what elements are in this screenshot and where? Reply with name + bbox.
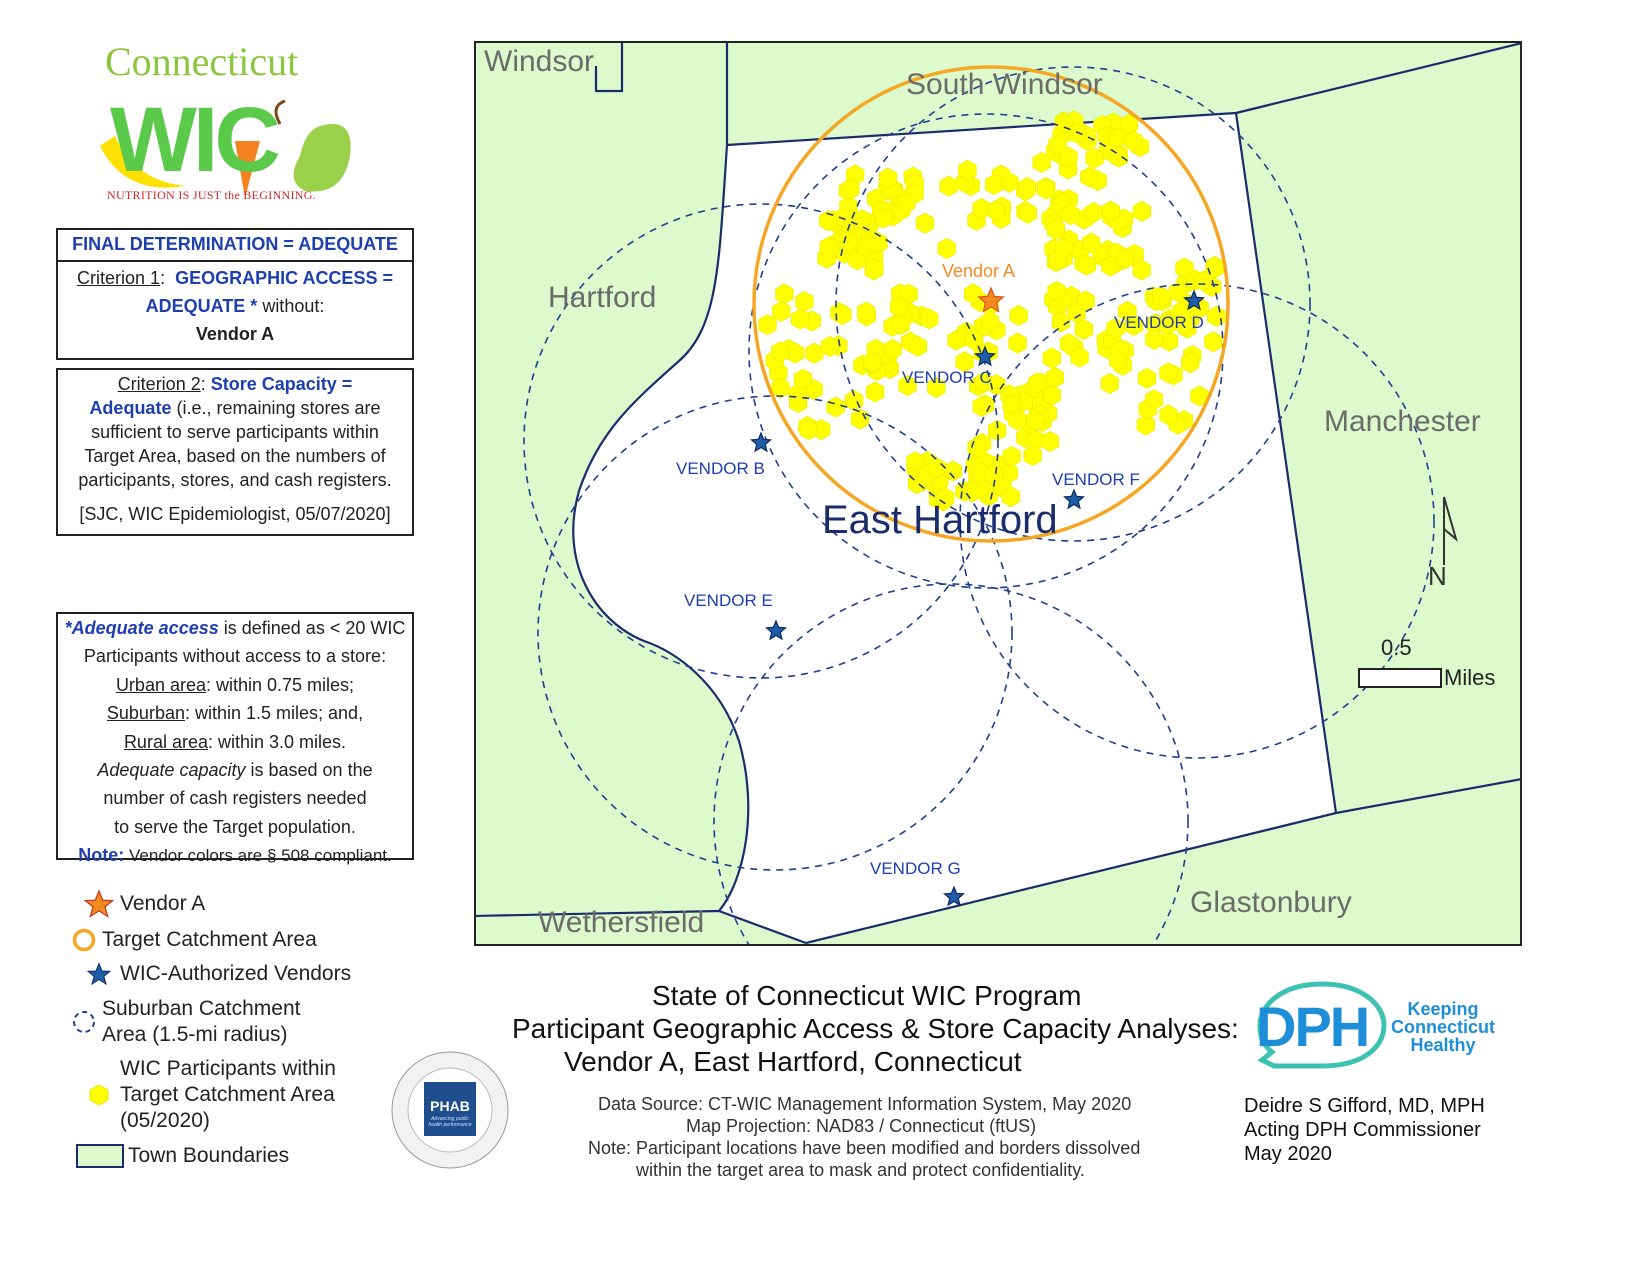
participant-hexagon [909,336,926,356]
participant-hexagon [1102,201,1119,221]
participant-hexagon [1043,348,1060,368]
criterion2-text1: (i.e., remaining stores are [171,398,381,418]
commissioner-date: May 2020 [1244,1143,1332,1165]
note-label: Note: [78,845,125,866]
participant-hexagon [1160,363,1177,383]
town-swatch-icon [76,1144,124,1168]
participant-hexagon [1110,351,1127,371]
participant-hexagon [776,284,793,304]
participant-hexagon [1048,281,1065,301]
blue-star-icon [87,962,111,986]
participant-hexagon [1078,255,1095,275]
boundary-windsor [596,41,622,91]
phab-sub: Advancing public health performance [428,1116,472,1128]
participant-hexagon [851,409,868,429]
source-line4: within the target area to mask and protect confidentiality. [636,1160,1085,1180]
participant-hexagon [1085,203,1102,223]
participant-hexagon [892,315,909,335]
participant-hexagon [921,309,938,329]
legend-authorized-label: WIC-Authorized Vendors [120,962,352,985]
legend-participants-line3: (05/2020) [120,1109,210,1132]
legend-towns-label: Town Boundaries [128,1144,290,1167]
criterion2-box [56,368,414,536]
legend-suburban-line2: Area (1.5-mi radius) [102,1023,288,1046]
participant-hexagon [1101,374,1118,394]
participant-hexagon [791,309,808,329]
participant-hexagon [772,378,789,398]
determination-header: FINAL DETERMINATION = ADEQUATE [58,230,412,262]
town-label-south-windsor: South Windsor [906,68,1103,101]
logo-tagline: NUTRITION IS JUST the BEGINNING. [107,188,317,202]
participant-hexagon [1160,405,1177,425]
urban-label: Urban area [115,674,206,695]
dph-slogan-line3: Healthy [1410,1035,1476,1055]
participant-hexagon [1046,367,1063,387]
criterion1-colon: : [160,268,166,288]
participant-hexagon [1027,410,1044,430]
participant-hexagon [1029,373,1046,393]
participant-hexagon [1019,203,1036,223]
town-label-windsor: Windsor [484,45,595,78]
participant-hexagon [898,193,915,213]
participant-hexagon [1003,446,1020,466]
participant-hexagon [938,239,955,259]
participant-hexagon [1071,347,1088,367]
participant-hexagon [1041,432,1058,452]
participant-hexagon [773,301,790,321]
participant-hexagon [1125,131,1142,151]
criterion1-without: without: [257,296,325,316]
criterion1-vendor: Vendor A [195,324,275,344]
legend-target-area-label: Target Catchment Area [102,928,317,951]
vendor-label-g: VENDOR G [870,859,961,878]
criterion2-text2: sufficient to serve participants within [91,422,379,442]
final-determination-box [56,228,414,360]
participant-hexagon [944,461,961,481]
participant-hexagon [827,397,844,417]
participant-hexagon [1208,306,1225,326]
participant-hexagon [794,369,811,389]
participant-hexagon [1038,179,1055,199]
participant-hexagon [1075,319,1092,339]
map-frame [474,41,1522,946]
participant-hexagon [864,352,881,372]
vendor-label-a: Vendor A [942,261,1016,281]
participant-hexagon [981,312,998,332]
participant-hexagon [1133,201,1150,221]
legend-target-area [66,924,317,956]
participant-hexagon [1182,353,1199,373]
dph-slogan [1388,1000,1498,1054]
dph-slogan-line1: Keeping [1407,999,1479,1019]
yellow-hexagon-icon [87,1083,111,1107]
participant-hexagon [1062,205,1079,225]
legend-participants-line2: Target Catchment Area [120,1083,335,1106]
title-line1: State of Connecticut WIC Program [652,980,1082,1011]
participant-hexagon [796,292,813,312]
boundary-manchester-north [1236,43,1522,113]
capacity-line2: number of cash registers needed [103,788,367,809]
legend-vendor-a-label: Vendor A [120,892,206,915]
participant-hexagon [1068,123,1085,143]
vendor-label-f: VENDOR F [1052,470,1140,489]
participant-hexagon [884,340,901,360]
criterion2-text4: participants, stores, and cash registers. [78,470,392,490]
capacity-line1: is based on the [245,760,373,781]
participant-hexagon [806,343,823,363]
participant-hexagon [890,297,907,317]
participant-hexagon [1205,332,1222,352]
vendor-label-c: VENDOR C [902,368,992,387]
participant-hexagon [916,213,933,233]
criterion1-value2: ADEQUATE * [145,296,258,316]
participant-hexagon [1133,260,1150,280]
criterion2-text3: Target Area, based on the numbers of [84,446,386,466]
ct-wic-logo [95,38,365,208]
scale-unit: Miles [1444,665,1496,690]
vendor-label-d: VENDOR D [1114,313,1204,332]
participant-hexagon [928,458,945,478]
participant-hexagon [965,284,982,304]
dph-slogan-line2: Connecticut [1390,1017,1495,1037]
participant-hexagon [1081,167,1098,187]
participant-hexagon [973,396,990,416]
vendor-label-b: VENDOR B [676,459,765,478]
commissioner-name: Deidre S Gifford, MD, MPH [1244,1095,1485,1117]
map-canvas [474,41,1522,946]
source-line2: Map Projection: NAD83 / Connecticut (ftUS) [686,1116,1037,1136]
town-label-glastonbury: Glastonbury [1190,886,1352,919]
participant-hexagon [959,160,976,180]
participant-hexagon [986,175,1003,195]
capacity-term: Adequate capacity [97,760,246,781]
participant-hexagon [1060,147,1077,167]
legend-suburban-line1: Suburban Catchment [102,997,301,1020]
definition-line1: is defined as < 20 WIC [218,618,406,638]
north-label: N [1428,561,1447,591]
title-line3: Vendor A, East Hartford, Connecticut [564,1046,1022,1077]
criterion1-value: GEOGRAPHIC ACCESS = [175,268,393,288]
participant-hexagon [968,438,985,458]
urban-value: : within 0.75 miles; [206,674,355,695]
dph-logo [1252,980,1502,1070]
commissioner-role: Acting DPH Commissioner [1244,1119,1481,1141]
source-line3: Note: Participant locations have been modified and borders dissolved [588,1138,1141,1158]
definition-box [56,612,414,866]
town-label-manchester: Manchester [1324,405,1481,438]
participant-hexagon [866,258,883,278]
participant-hexagon [1109,128,1126,148]
town-label-hartford: Hartford [548,281,657,314]
definition-term: *Adequate access [64,618,219,638]
suburban-value: : within 1.5 miles; and, [184,703,364,724]
participant-hexagon [800,420,817,440]
participant-hexagon [857,302,874,322]
criterion2-value: Store Capacity = [210,374,353,394]
scale-bar [1358,668,1442,688]
participant-hexagon [940,176,957,196]
orange-ring-icon [71,927,97,953]
logo-connecticut-text: Connecticut [105,39,299,84]
participant-hexagon [1116,249,1133,269]
commissioner-block [1244,1094,1485,1166]
phab-name: PHAB [430,1098,470,1114]
orange-star-icon [84,889,114,919]
participant-hexagon [1056,238,1073,258]
participant-hexagon [821,336,838,356]
participant-hexagon [1138,368,1155,388]
participant-hexagon [1047,220,1064,240]
legend-authorized [78,958,351,990]
vendor-label-e: VENDOR E [684,591,773,610]
participant-hexagon [1009,333,1026,353]
source-line1: Data Source: CT-WIC Management Information System, May 2020 [598,1094,1132,1114]
participant-hexagon [772,342,789,362]
legend-participants [78,1056,336,1134]
legend-vendor-a [78,888,205,920]
participant-hexagon [875,208,892,228]
participant-hexagon [853,210,870,230]
dashed-circle-icon [70,1008,98,1036]
participant-hexagon [1153,287,1170,307]
criterion2-value2: Adequate [89,398,172,418]
participant-hexagon [879,168,896,188]
participant-hexagon [1145,390,1162,410]
participant-hexagon [1018,177,1035,197]
note-text: Vendor colors are § 508 compliant. [124,846,392,866]
criterion2-label: Criterion 2 [117,374,201,394]
participant-hexagon [965,330,982,350]
title-line2: Participant Geographic Access & Store Capacity Analyses: [512,1013,1239,1044]
rural-label: Rural area [123,731,208,752]
scale-value: 0.5 [1381,635,1412,660]
criterion2-colon: : [200,374,206,394]
boundary-glastonbury [1336,779,1522,813]
logo-wic-letters: WIC [110,89,277,191]
rural-value: : within 3.0 miles. [207,731,347,752]
participant-hexagon [1083,233,1100,253]
participant-hexagon [1009,410,1026,430]
criterion1-label: Criterion 1 [77,268,161,288]
participant-hexagon [842,179,859,199]
participant-hexagon [988,201,1005,221]
participant-hexagon [1010,305,1027,325]
legend-suburban [66,996,300,1048]
participant-hexagon [759,315,776,335]
legend-towns [72,1140,289,1172]
suburban-label: Suburban [106,703,185,724]
participant-hexagon [840,231,857,251]
definition-line2: Participants without access to a store: [83,646,387,667]
participant-hexagon [1086,148,1103,168]
town-label-wethersfield: Wethersfield [538,906,705,939]
participant-hexagon [867,382,884,402]
dph-letters: DPH [1256,995,1369,1058]
capacity-line3: to serve the Target population. [114,816,356,837]
phab-seal [388,1048,512,1172]
legend-participants-line1: WIC Participants within [120,1057,336,1080]
participant-hexagon [1024,446,1041,466]
town-label-east-hartford: East Hartford [822,498,1058,542]
participant-hexagon [820,237,837,257]
criterion2-signature: [SJC, WIC Epidemiologist, 05/07/2020] [79,504,391,524]
